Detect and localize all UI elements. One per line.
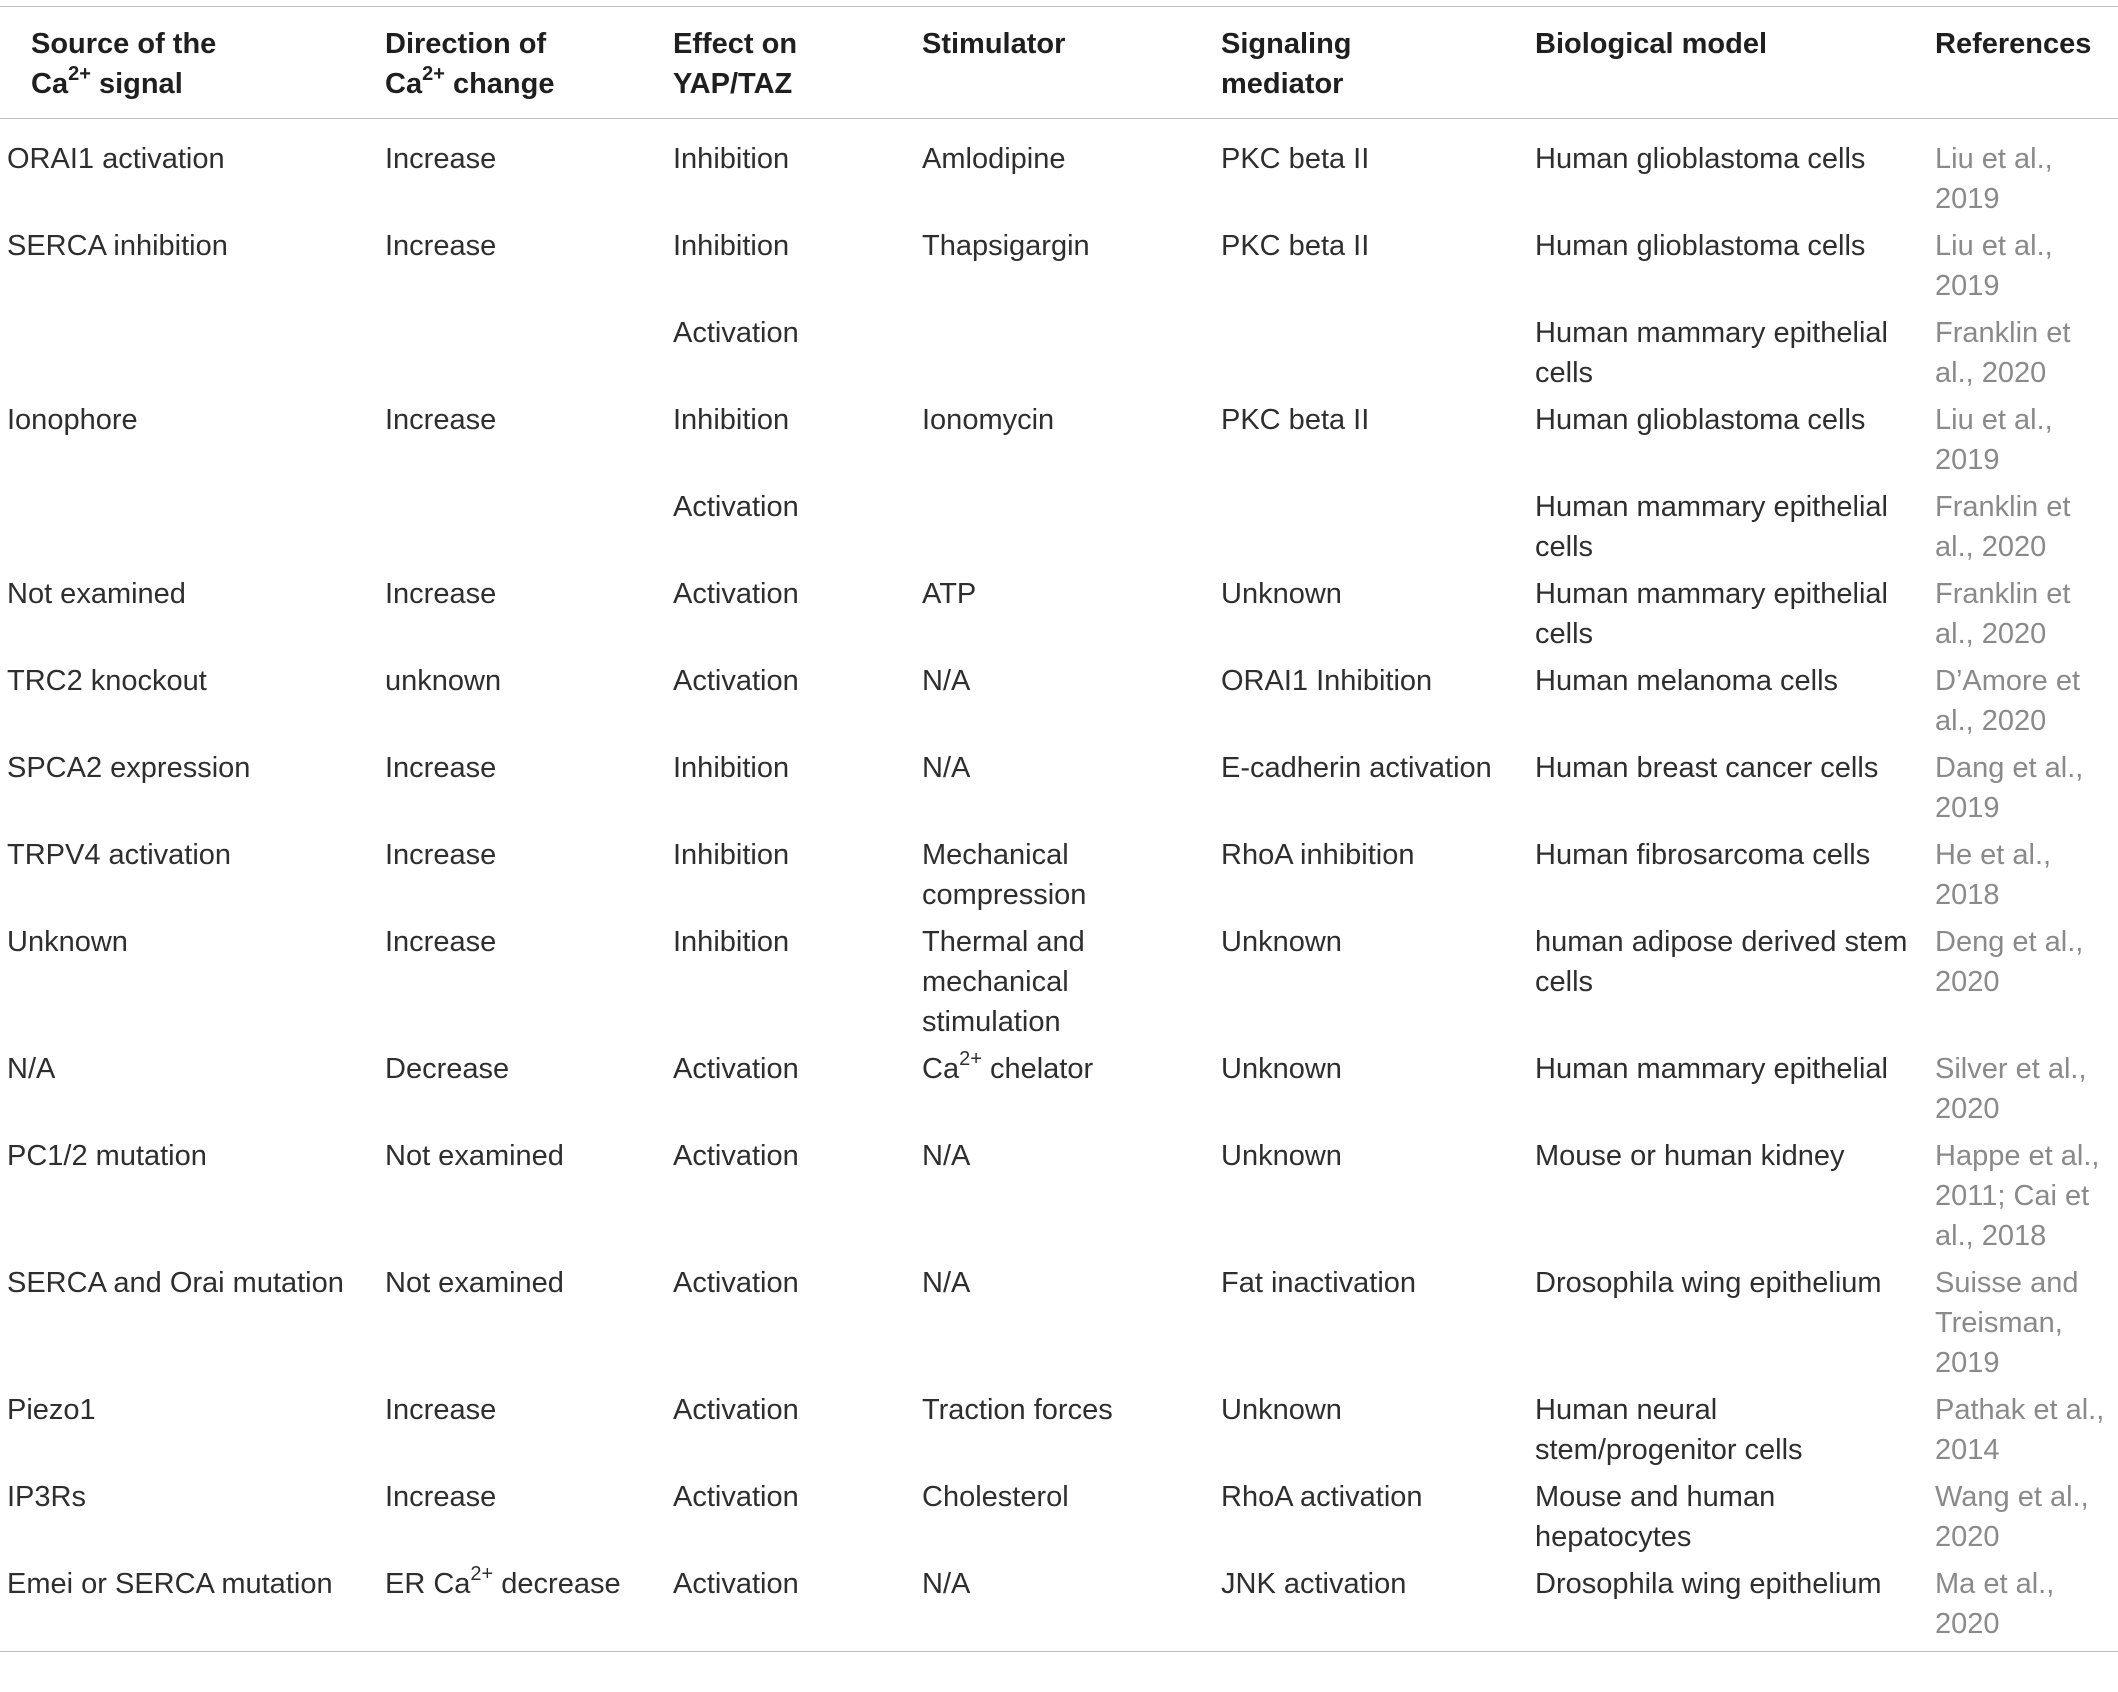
cell-effect: Activation bbox=[673, 1568, 799, 1600]
column-header-line1: Direction of bbox=[385, 28, 547, 60]
cell-mediator: Unknown bbox=[1221, 1394, 1342, 1426]
cell-mediator bbox=[1214, 487, 1528, 574]
cell-source: TRC2 knockout bbox=[7, 665, 207, 697]
cell-source: ORAI1 activation bbox=[7, 143, 225, 175]
table-row bbox=[0, 313, 2118, 400]
cell-model: Human glioblastoma cells bbox=[1535, 143, 1866, 175]
cell-mediator: JNK activation bbox=[1221, 1568, 1407, 1600]
cell-references: Liu et al., 2019 bbox=[1935, 143, 2053, 215]
cell-effect: Activation bbox=[673, 1140, 799, 1172]
cell-stimulator bbox=[915, 1390, 1214, 1477]
cell-direction bbox=[378, 1564, 666, 1652]
cell-effect: Inhibition bbox=[673, 926, 790, 958]
table-body bbox=[0, 119, 2118, 1652]
cell-effect: Activation bbox=[673, 1394, 799, 1426]
cell-effect: Inhibition bbox=[673, 230, 790, 262]
cell-mediator: E-cadherin activation bbox=[1221, 752, 1492, 784]
cell-model: Human mammary epithelial bbox=[1535, 1053, 1888, 1085]
cell-model: Human glioblastoma cells bbox=[1535, 230, 1866, 262]
stimulator-text: Thapsigargin bbox=[922, 230, 1090, 262]
cell-direction bbox=[378, 1049, 666, 1136]
direction-text: Increase bbox=[385, 926, 497, 958]
stimulator-text: Ionomycin bbox=[922, 404, 1055, 436]
cell-mediator bbox=[1214, 313, 1528, 400]
cell-stimulator bbox=[915, 922, 1214, 1049]
cell-references: Deng et al., 2020 bbox=[1935, 926, 2084, 998]
cell-mediator: RhoA inhibition bbox=[1221, 839, 1415, 871]
cell-mediator: PKC beta II bbox=[1221, 143, 1370, 175]
stimulator-text: Ca bbox=[922, 1053, 960, 1085]
table-row bbox=[0, 1390, 2118, 1477]
column-header bbox=[0, 7, 378, 119]
cell-direction bbox=[378, 748, 666, 835]
cell-source: Piezo1 bbox=[7, 1394, 96, 1426]
cell-stimulator bbox=[915, 487, 1214, 574]
cell-direction bbox=[378, 922, 666, 1049]
table-header bbox=[0, 7, 2118, 119]
cell-mediator: Unknown bbox=[1221, 1140, 1342, 1172]
cell-model: Human mammary epithelial cells bbox=[1535, 317, 1888, 389]
cell-model: Mouse and human hepatocytes bbox=[1535, 1481, 1776, 1553]
cell-effect: Inhibition bbox=[673, 752, 790, 784]
cell-effect: Inhibition bbox=[673, 839, 790, 871]
cell-direction bbox=[378, 119, 666, 227]
column-header bbox=[1928, 7, 2118, 119]
column-header-line1: Effect on bbox=[673, 28, 798, 60]
cell-source: Not examined bbox=[7, 578, 186, 610]
cell-effect: Activation bbox=[673, 665, 799, 697]
table-row bbox=[0, 922, 2118, 1049]
cell-direction bbox=[378, 835, 666, 922]
cell-references: Happe et al., 2011; Cai et al., 2018 bbox=[1935, 1140, 2100, 1252]
cell-stimulator bbox=[915, 1263, 1214, 1390]
column-header-line2-suffix: change bbox=[444, 68, 555, 100]
cell-direction bbox=[378, 574, 666, 661]
cell-stimulator bbox=[915, 748, 1214, 835]
direction-text: Increase bbox=[385, 578, 497, 610]
column-header-line1: Biological model bbox=[1535, 28, 1768, 60]
superscript-charge: 2+ bbox=[422, 63, 445, 86]
cell-references: Liu et al., 2019 bbox=[1935, 230, 2053, 302]
stimulator-text: N/A bbox=[922, 1140, 971, 1172]
column-header-line2-suffix: signal bbox=[90, 68, 183, 100]
cell-references: He et al., 2018 bbox=[1935, 839, 2052, 911]
direction-text: Not examined bbox=[385, 1267, 564, 1299]
cell-effect: Activation bbox=[673, 578, 799, 610]
column-header bbox=[378, 7, 666, 119]
cell-direction bbox=[378, 661, 666, 748]
cell-model: Human mammary epithelial cells bbox=[1535, 578, 1888, 650]
stimulator-text: Cholesterol bbox=[922, 1481, 1069, 1513]
stimulator-text: N/A bbox=[922, 752, 971, 784]
stimulator-suffix: chelator bbox=[981, 1053, 1094, 1085]
cell-effect: Activation bbox=[673, 1267, 799, 1299]
cell-model: Human fibrosarcoma cells bbox=[1535, 839, 1871, 871]
cell-mediator: Unknown bbox=[1221, 926, 1342, 958]
stimulator-text: Thermal and mechanical stimulation bbox=[922, 926, 1085, 1038]
table-row bbox=[0, 661, 2118, 748]
table-row bbox=[0, 119, 2118, 227]
cell-model: Drosophila wing epithelium bbox=[1535, 1568, 1882, 1600]
calcium-yap-taz-table bbox=[0, 6, 2118, 1652]
cell-effect: Activation bbox=[673, 1481, 799, 1513]
cell-stimulator bbox=[915, 835, 1214, 922]
direction-text: Increase bbox=[385, 1481, 497, 1513]
cell-source: PC1/2 mutation bbox=[7, 1140, 207, 1172]
cell-stimulator bbox=[915, 1136, 1214, 1263]
cell-source bbox=[0, 313, 378, 400]
column-header bbox=[666, 7, 915, 119]
table-row bbox=[0, 1263, 2118, 1390]
stimulator-text: Mechanical compression bbox=[922, 839, 1087, 911]
cell-model: Human breast cancer cells bbox=[1535, 752, 1879, 784]
cell-mediator: RhoA activation bbox=[1221, 1481, 1423, 1513]
cell-references: Wang et al., 2020 bbox=[1935, 1481, 2089, 1553]
cell-references: Franklin et al., 2020 bbox=[1935, 317, 2071, 389]
cell-stimulator bbox=[915, 119, 1214, 227]
cell-references: Suisse and Treisman, 2019 bbox=[1935, 1267, 2079, 1379]
stimulator-text: N/A bbox=[922, 1267, 971, 1299]
table-row bbox=[0, 400, 2118, 487]
cell-model: human adipose derived stem cells bbox=[1535, 926, 1908, 998]
direction-suffix: decrease bbox=[493, 1568, 621, 1600]
cell-mediator: Unknown bbox=[1221, 578, 1342, 610]
cell-direction bbox=[378, 1263, 666, 1390]
direction-text: Increase bbox=[385, 143, 497, 175]
column-header-line2: Ca bbox=[385, 68, 423, 100]
column-header-line1: References bbox=[1935, 28, 2092, 60]
cell-stimulator bbox=[915, 400, 1214, 487]
direction-text: Increase bbox=[385, 1394, 497, 1426]
cell-effect: Inhibition bbox=[673, 143, 790, 175]
cell-source: SERCA and Orai mutation bbox=[7, 1267, 344, 1299]
cell-source: SERCA inhibition bbox=[7, 230, 228, 262]
direction-text: ER Ca bbox=[385, 1568, 471, 1600]
direction-text: Increase bbox=[385, 839, 497, 871]
header-row bbox=[0, 7, 2118, 119]
table-row bbox=[0, 1564, 2118, 1652]
cell-source bbox=[0, 487, 378, 574]
cell-direction bbox=[378, 1136, 666, 1263]
cell-references: Dang et al., 2019 bbox=[1935, 752, 2084, 824]
cell-stimulator bbox=[915, 1564, 1214, 1652]
column-header bbox=[1528, 7, 1928, 119]
cell-effect: Activation bbox=[673, 491, 799, 523]
column-header-line2: Ca bbox=[31, 68, 69, 100]
cell-direction bbox=[378, 1477, 666, 1564]
cell-source: TRPV4 activation bbox=[7, 839, 232, 871]
stimulator-text: Amlodipine bbox=[922, 143, 1066, 175]
cell-references: Franklin et al., 2020 bbox=[1935, 491, 2071, 563]
cell-references: Liu et al., 2019 bbox=[1935, 404, 2053, 476]
column-header-line2: YAP/TAZ bbox=[673, 68, 793, 100]
cell-stimulator bbox=[915, 1049, 1214, 1136]
cell-references: Franklin et al., 2020 bbox=[1935, 578, 2071, 650]
cell-references: D’Amore et al., 2020 bbox=[1935, 665, 2081, 737]
cell-direction bbox=[378, 226, 666, 313]
cell-references: Pathak et al., 2014 bbox=[1935, 1394, 2105, 1466]
cell-model: Human melanoma cells bbox=[1535, 665, 1839, 697]
cell-source: Emei or SERCA mutation bbox=[7, 1568, 333, 1600]
cell-effect: Inhibition bbox=[673, 404, 790, 436]
superscript-charge: 2+ bbox=[959, 1048, 982, 1071]
table-row bbox=[0, 1136, 2118, 1263]
column-header bbox=[1214, 7, 1528, 119]
cell-mediator: ORAI1 Inhibition bbox=[1221, 665, 1433, 697]
cell-model: Human neural stem/progenitor cells bbox=[1535, 1394, 1803, 1466]
stimulator-text: ATP bbox=[922, 578, 977, 610]
cell-source: Unknown bbox=[7, 926, 128, 958]
direction-text: Not examined bbox=[385, 1140, 564, 1172]
column-header bbox=[915, 7, 1214, 119]
stimulator-text: N/A bbox=[922, 1568, 971, 1600]
cell-model: Human glioblastoma cells bbox=[1535, 404, 1866, 436]
table-row bbox=[0, 1477, 2118, 1564]
cell-model: Drosophila wing epithelium bbox=[1535, 1267, 1882, 1299]
table-row bbox=[0, 487, 2118, 574]
table-row bbox=[0, 835, 2118, 922]
cell-stimulator bbox=[915, 574, 1214, 661]
table-row bbox=[0, 226, 2118, 313]
cell-direction bbox=[378, 313, 666, 400]
direction-text: Increase bbox=[385, 230, 497, 262]
cell-stimulator bbox=[915, 1477, 1214, 1564]
cell-mediator: PKC beta II bbox=[1221, 230, 1370, 262]
cell-source: IP3Rs bbox=[7, 1481, 86, 1513]
superscript-charge: 2+ bbox=[68, 63, 91, 86]
cell-effect: Activation bbox=[673, 1053, 799, 1085]
stimulator-text: Traction forces bbox=[922, 1394, 1113, 1426]
cell-direction bbox=[378, 1390, 666, 1477]
cell-effect: Activation bbox=[673, 317, 799, 349]
cell-references: Ma et al., 2020 bbox=[1935, 1568, 2055, 1640]
table-row bbox=[0, 1049, 2118, 1136]
cell-direction bbox=[378, 400, 666, 487]
cell-mediator: Fat inactivation bbox=[1221, 1267, 1417, 1299]
table-row bbox=[0, 574, 2118, 661]
column-header-line1: Stimulator bbox=[922, 28, 1066, 60]
column-header-line1: Signaling bbox=[1221, 28, 1352, 60]
direction-text: Decrease bbox=[385, 1053, 510, 1085]
cell-source: SPCA2 expression bbox=[7, 752, 251, 784]
cell-stimulator bbox=[915, 226, 1214, 313]
cell-source: Ionophore bbox=[7, 404, 138, 436]
cell-stimulator bbox=[915, 661, 1214, 748]
cell-mediator: PKC beta II bbox=[1221, 404, 1370, 436]
column-header-line1: Source of the bbox=[31, 28, 217, 60]
column-header-line2: mediator bbox=[1221, 68, 1344, 100]
cell-stimulator bbox=[915, 313, 1214, 400]
cell-mediator: Unknown bbox=[1221, 1053, 1342, 1085]
direction-text: unknown bbox=[385, 665, 502, 697]
cell-direction bbox=[378, 487, 666, 574]
superscript-charge: 2+ bbox=[470, 1563, 494, 1586]
cell-source: N/A bbox=[7, 1053, 56, 1085]
direction-text: Increase bbox=[385, 752, 497, 784]
cell-references: Silver et al., 2020 bbox=[1935, 1053, 2087, 1125]
table-row bbox=[0, 748, 2118, 835]
stimulator-text: N/A bbox=[922, 665, 971, 697]
cell-model: Human mammary epithelial cells bbox=[1535, 491, 1888, 563]
direction-text: Increase bbox=[385, 404, 497, 436]
cell-model: Mouse or human kidney bbox=[1535, 1140, 1845, 1172]
